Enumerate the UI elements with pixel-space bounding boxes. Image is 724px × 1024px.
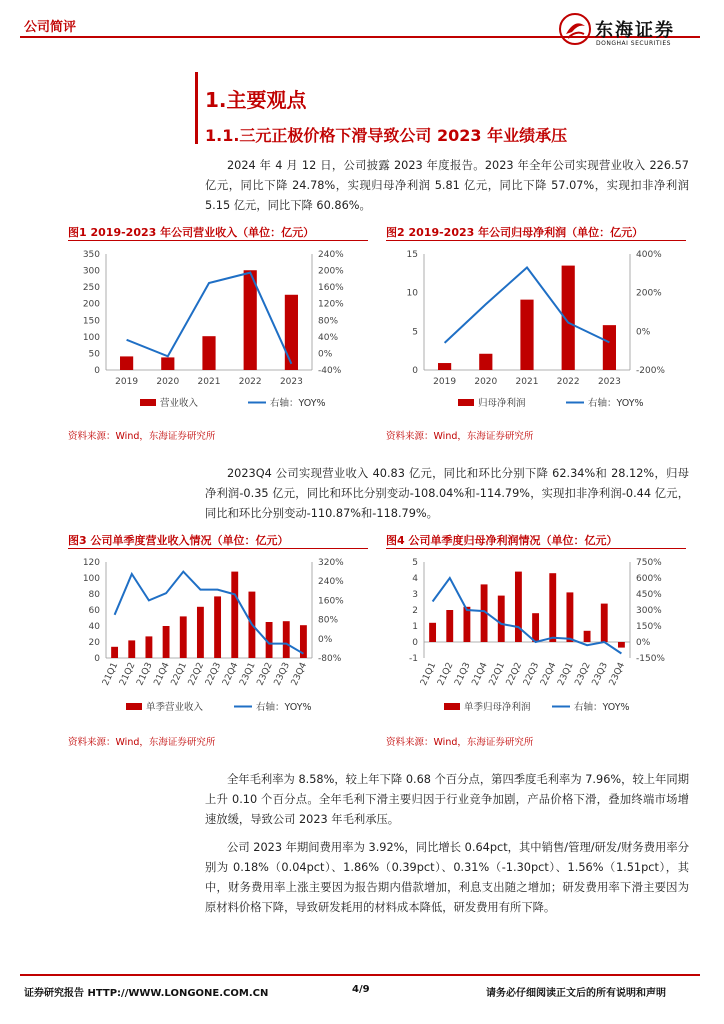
figure-1-title-rule <box>68 240 368 241</box>
footer-divider <box>20 974 700 976</box>
footer-disclaimer: 请务必仔细阅读正文后的所有说明和声明 <box>486 988 666 999</box>
right-axis-tick-label: 150% <box>636 622 662 632</box>
bar <box>111 647 118 658</box>
bar <box>498 596 505 642</box>
category-tick-label: 22Q4 <box>539 661 559 688</box>
company-logo-icon <box>558 12 592 46</box>
left-axis-tick-label: 0 <box>94 366 100 376</box>
bar <box>549 573 556 642</box>
category-tick-label: 2023 <box>597 377 621 387</box>
bar <box>520 300 533 370</box>
right-axis-tick-label: 40% <box>318 332 339 343</box>
bar <box>446 610 453 642</box>
bar <box>584 631 591 642</box>
figure-3-title: 图3 公司单季度营业收入情况（单位：亿元） <box>68 534 289 547</box>
bar <box>180 616 187 658</box>
left-axis-tick-label: 100 <box>82 574 100 584</box>
right-axis-tick-label: 750% <box>636 558 662 568</box>
bar <box>603 325 616 370</box>
right-axis-tick-label: 320% <box>318 558 344 568</box>
category-tick-label: 2019 <box>433 377 457 387</box>
figure-4-title-rule <box>386 548 686 549</box>
left-axis-tick-label: 1 <box>412 622 418 632</box>
report-type-label: 公司简评 <box>24 20 77 35</box>
category-tick-label: 2023 <box>279 377 303 387</box>
legend-line-label: 右轴：YOY% <box>256 702 312 713</box>
bar <box>145 636 152 658</box>
category-tick-label: 2020 <box>156 377 180 387</box>
figure-4-chart <box>386 552 686 728</box>
category-tick-label: 21Q1 <box>418 661 439 688</box>
right-axis-tick-label: 450% <box>636 590 662 600</box>
category-tick-label: 2021 <box>197 377 221 387</box>
category-tick-label: 21Q2 <box>436 661 456 688</box>
logo-chinese-name: 东海证券 <box>595 20 675 41</box>
category-tick-label: 22Q2 <box>186 661 207 688</box>
footer-website[interactable]: 证券研究报告 HTTP://WWW.LONGONE.COM.CN <box>24 988 269 999</box>
category-tick-label: 23Q2 <box>255 661 275 688</box>
category-tick-label: 22Q3 <box>521 661 542 688</box>
figure-4-source: 资料来源：Wind，东海证券研究所 <box>386 737 534 748</box>
left-axis-tick-label: 150 <box>82 316 100 327</box>
left-axis-tick-label: 0 <box>94 654 100 664</box>
category-tick-label: 21Q3 <box>135 661 155 688</box>
category-tick-label: 21Q3 <box>453 661 473 688</box>
left-axis-tick-label: 3 <box>412 590 418 600</box>
bar <box>202 336 215 370</box>
category-tick-label: 2019 <box>115 377 139 387</box>
left-axis-tick-label: 40 <box>88 622 100 632</box>
left-axis-tick-label: 0 <box>412 638 418 648</box>
right-axis-tick-label: -40% <box>318 366 342 376</box>
figure-3-chart <box>68 552 368 728</box>
category-tick-label: 22Q3 <box>203 661 224 688</box>
legend-bar-swatch <box>458 399 474 406</box>
category-tick-label: 21Q2 <box>118 661 138 688</box>
legend-bar-swatch <box>140 399 156 406</box>
bar <box>163 626 170 658</box>
category-tick-label: 23Q3 <box>272 661 292 688</box>
left-axis-tick-label: 350 <box>82 250 100 260</box>
category-tick-label: 23Q1 <box>238 661 258 688</box>
bar <box>285 295 298 370</box>
left-axis-tick-label: 0 <box>412 366 418 376</box>
right-axis-tick-label: 400% <box>636 250 662 260</box>
category-tick-label: 22Q1 <box>487 661 507 688</box>
right-axis-tick-label: 80% <box>318 615 339 626</box>
legend-bar-label: 单季营业收入 <box>146 702 204 713</box>
bar <box>463 607 470 642</box>
right-axis-tick-label: 80% <box>318 316 339 327</box>
left-axis-tick-label: 50 <box>88 349 100 360</box>
right-axis-tick-label: 120% <box>318 299 344 310</box>
right-axis-tick-label: 160% <box>318 283 344 294</box>
left-axis-tick-label: 80 <box>88 590 100 600</box>
category-tick-label: 2022 <box>556 377 580 387</box>
legend-bar-label: 单季归母净利润 <box>464 702 531 713</box>
bar <box>566 592 573 642</box>
paragraph-q4-results: 2023Q4 公司实现营业收入 40.83 亿元，同比和环比分别下降 62.34%和 28.12%，归母净利润-0.35 亿元，同比和环比分别变动-108.04%和-114.79%，实现扣非净利润-0.44 亿元，同比和环比分别变动-110.87%和-118.79%。 <box>205 467 689 520</box>
category-tick-label: 22Q1 <box>169 661 189 688</box>
bar <box>283 621 290 658</box>
left-axis-tick-label: -1 <box>409 654 418 664</box>
right-axis-tick-label: -150% <box>636 654 665 664</box>
category-tick-label: 23Q2 <box>573 661 593 688</box>
category-tick-label: 22Q4 <box>221 661 241 688</box>
figure-1-title: 图1 2019-2023 年公司营业收入（单位：亿元） <box>68 226 315 239</box>
page-number: 4/9 <box>352 984 370 995</box>
left-axis-tick-label: 120 <box>82 558 100 568</box>
bar <box>618 642 625 648</box>
right-axis-tick-label: 0% <box>636 638 651 648</box>
bar <box>120 356 133 370</box>
legend-line-label: 右轴：YOY% <box>270 398 326 409</box>
figure-1-source: 资料来源：Wind，东海证券研究所 <box>68 431 216 442</box>
figure-2-chart <box>386 244 686 420</box>
left-axis-tick-label: 20 <box>88 638 100 648</box>
logo-english-name: DONGHAI SECURITIES <box>596 40 671 47</box>
left-axis-tick-label: 100 <box>82 332 100 343</box>
paragraph-annual-results: 2024 年 4 月 12 日，公司披露 2023 年度报告。2023 年全年公司实现营业收入 226.57 亿元，同比下降 24.78%，实现归母净利润 5.81 亿元，同比下降 57.07%，实现扣非净利润 5.15 亿元，同比下降 60.86%。 <box>205 159 689 212</box>
left-axis-tick-label: 15 <box>406 250 418 260</box>
figure-4-title: 图4 公司单季度归母净利润情况（单位：亿元） <box>386 534 618 547</box>
bar <box>601 604 608 642</box>
section-accent-bar <box>195 72 198 144</box>
bar <box>231 572 238 658</box>
bar <box>197 607 204 658</box>
category-tick-label: 22Q2 <box>504 661 525 688</box>
right-axis-tick-label: 200% <box>318 266 344 277</box>
bar <box>429 623 436 642</box>
category-tick-label: 23Q1 <box>556 661 576 688</box>
legend-bar-label: 归母净利润 <box>478 398 526 409</box>
right-axis-tick-label: 0% <box>318 349 333 360</box>
bar <box>214 596 221 658</box>
paragraph-expense-ratio: 公司 2023 年期间费用率为 3.92%，同比增长 0.64pct，其中销售/管理/研发/财务费用率分别为 0.18%（0.04pct）、1.86%（0.39pct）、0.31%（-1.30pct）、1.56%（1.51pct），其中，财务费用率上涨主要因为报告期内借款增加，利息支出随之增加；研发费用率下滑主要因为原材料价格下降，导致研发耗用的材料成本降低，研发费用有所下降。 <box>205 841 689 914</box>
legend-bar-swatch <box>444 703 460 710</box>
left-axis-tick-label: 5 <box>412 327 418 338</box>
right-axis-tick-label: 300% <box>636 606 662 616</box>
legend-bar-swatch <box>126 703 142 710</box>
category-tick-label: 2021 <box>515 377 539 387</box>
right-axis-tick-label: 0% <box>318 634 333 645</box>
figure-3-title-rule <box>68 548 368 549</box>
left-axis-tick-label: 250 <box>82 283 100 294</box>
left-axis-tick-label: 4 <box>412 574 418 584</box>
left-axis-tick-label: 200 <box>82 299 100 310</box>
category-tick-label: 23Q4 <box>289 661 310 688</box>
paragraph-gross-margin: 全年毛利率为 8.58%，较上年下降 0.68 个百分点，第四季度毛利率为 7.96%，较上年同期上升 0.10 个百分点。全年毛利下滑主要归因于行业竞争加剧，产品价格下滑，叠加终端市场增速放缓，导致公司 2023 年毛利承压。 <box>205 773 689 826</box>
bar <box>438 363 451 370</box>
right-axis-tick-label: -200% <box>636 366 665 376</box>
figure-2-title: 图2 2019-2023 年公司归母净利润（单位：亿元） <box>386 226 644 239</box>
right-axis-tick-label: 160% <box>318 596 344 607</box>
legend-line-label: 右轴：YOY% <box>574 702 630 713</box>
figure-1-chart <box>68 244 368 420</box>
legend-bar-label: 营业收入 <box>160 398 199 409</box>
subsection-heading: 1.1.三元正极价格下滑导致公司 2023 年业绩承压 <box>205 126 568 145</box>
bar <box>479 354 492 370</box>
category-tick-label: 23Q4 <box>607 661 628 688</box>
figure-2-title-rule <box>386 240 686 241</box>
right-axis-tick-label: 240% <box>318 250 344 260</box>
category-tick-label: 23Q3 <box>590 661 610 688</box>
bar <box>161 357 174 370</box>
figure-2-source: 资料来源：Wind，东海证券研究所 <box>386 431 534 442</box>
figure-3-source: 资料来源：Wind，东海证券研究所 <box>68 737 216 748</box>
right-axis-tick-label: -80% <box>318 654 342 664</box>
left-axis-tick-label: 2 <box>412 606 418 616</box>
category-tick-label: 2022 <box>238 377 262 387</box>
bar <box>532 613 539 642</box>
category-tick-label: 2020 <box>474 377 498 387</box>
right-axis-tick-label: 600% <box>636 574 662 584</box>
left-axis-tick-label: 5 <box>412 558 418 568</box>
left-axis-tick-label: 10 <box>406 288 418 299</box>
legend-line-label: 右轴：YOY% <box>588 398 644 409</box>
left-axis-tick-label: 60 <box>88 606 100 616</box>
category-tick-label: 21Q4 <box>470 661 490 688</box>
category-tick-label: 21Q4 <box>152 661 172 688</box>
bar <box>128 640 135 658</box>
right-axis-tick-label: 240% <box>318 577 344 588</box>
section-heading: 1.主要观点 <box>205 88 307 112</box>
right-axis-tick-label: 200% <box>636 288 662 299</box>
yoy-line <box>115 572 304 654</box>
right-axis-tick-label: 0% <box>636 327 651 338</box>
category-tick-label: 21Q1 <box>100 661 121 688</box>
left-axis-tick-label: 300 <box>82 266 100 277</box>
bar <box>515 572 522 642</box>
